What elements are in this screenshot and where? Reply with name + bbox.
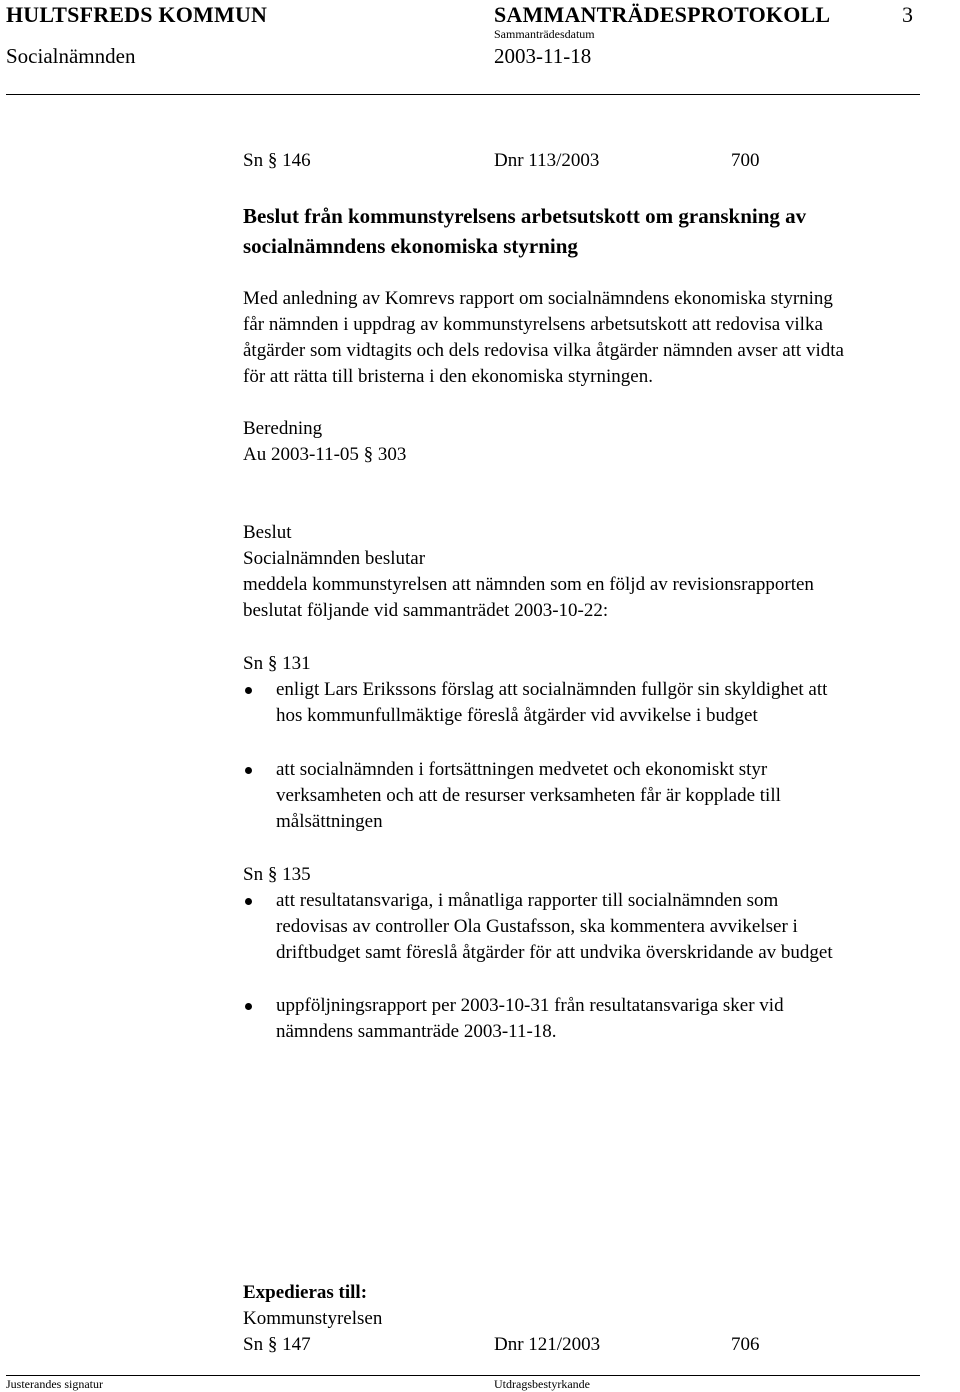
beredning-ref-number: 303 [377,444,407,465]
item-title [243,201,806,261]
bullet-item [276,888,833,966]
intro-line: åtgärder som vidtagits och dels redovisa vilka åtgärder nämnden avser att vidta [243,340,844,361]
certification-caption: Utdragsbestyrkande [494,1377,590,1391]
bullet-marker [245,687,252,694]
expedieras-recipient: Kommunstyrelsen [243,1308,383,1329]
next-section-ref [243,1332,311,1358]
expedieras-heading: Expedieras till: [243,1282,368,1303]
section-ref [243,148,311,174]
intro-paragraph [243,286,844,390]
beslut-text [243,546,814,624]
beslut-heading: Beslut [243,522,292,543]
intro-line: får nämnden i uppdrag av kommunstyrelsens arbetsutskott att redovisa vilka [243,314,823,335]
meeting-date: 2003-11-18 [494,44,592,68]
section-sign: § [267,653,278,674]
header-rule [6,94,920,95]
beredning-heading: Beredning [243,418,323,439]
page-number: 3 [902,2,914,27]
bullet-line: att resultatansvariga, i månatliga rapporter till socialnämnden som [276,890,779,911]
signature-caption: Justerandes signatur [6,1377,103,1391]
next-case-code: 706 [731,1334,760,1355]
committee-name: Socialnämnden [6,44,136,68]
section-number: 131 [282,653,311,674]
bullet-marker [245,898,252,905]
section-number: 135 [282,864,311,885]
next-dnr: Dnr 121/2003 [494,1334,601,1355]
sn-prefix: Sn [243,150,264,171]
organization-name: HULTSFREDS KOMMUN [6,2,268,27]
beredning-reference [243,442,406,468]
bullet-line: nämndens sammanträde 2003-11-18. [276,1021,557,1042]
bullet-line: hos kommunfullmäktige föreslå åtgärder vid avvikelse i budget [276,705,758,726]
bullet-marker [245,767,252,774]
bullet-line: målsättningen [276,811,383,832]
sn-prefix: Sn [243,1334,264,1355]
bullet-line: driftbudget samt föreslå åtgärder för att undvika överskridande av budget [276,942,833,963]
bullet-item [276,677,827,729]
document-type: SAMMANTRÄDESPROTOKOLL [494,2,831,27]
footer-rule [6,1375,920,1376]
bullet-marker [245,1003,252,1010]
dnr: Dnr 113/2003 [494,150,600,171]
bullet-line: uppföljningsrapport per 2003-10-31 från resultatansvariga sker vid [276,995,784,1016]
section-sign: § [267,864,278,885]
intro-line: för att rätta till bristerna i den ekonomiska styrningen. [243,366,653,387]
item-title-line: socialnämndens ekonomiska styrning [243,234,578,258]
bullet-line: verksamheten och att de resurser verksamheten får är kopplade till [276,785,781,806]
item-title-line: Beslut från kommunstyrelsens arbetsutskott om granskning av [243,204,807,228]
bullet-line: att socialnämnden i fortsättningen medvetet och ekonomiskt styr [276,759,768,780]
case-code: 700 [731,150,760,171]
bullet-item [276,757,781,835]
beredning-ref-prefix: Au 2003-11-05 [243,444,359,465]
section-number: 147 [282,1334,311,1355]
bullet-item [276,993,784,1045]
section-number: 146 [282,150,311,171]
bullet-line: redovisas av controller Ola Gustafsson, ska kommentera avvikelser i [276,916,798,937]
beslut-line: beslutat följande vid sammanträdet 2003-10-22: [243,600,609,621]
sn-prefix: Sn [243,864,264,885]
intro-line: Med anledning av Komrevs rapport om socialnämndens ekonomiska styrning [243,288,833,309]
section-sign: § [267,1334,278,1355]
section-sign: § [363,444,374,465]
sn-prefix: Sn [243,653,264,674]
section-sign: § [267,150,278,171]
date-caption: Sammanträdesdatum [494,27,595,41]
sn131-ref [243,651,311,677]
beslut-line: Socialnämnden beslutar [243,548,426,569]
bullet-line: enligt Lars Erikssons förslag att socialnämnden fullgör sin skyldighet att [276,679,828,700]
beslut-line: meddela kommunstyrelsen att nämnden som en följd av revisionsrapporten [243,574,814,595]
sn135-ref [243,862,311,888]
